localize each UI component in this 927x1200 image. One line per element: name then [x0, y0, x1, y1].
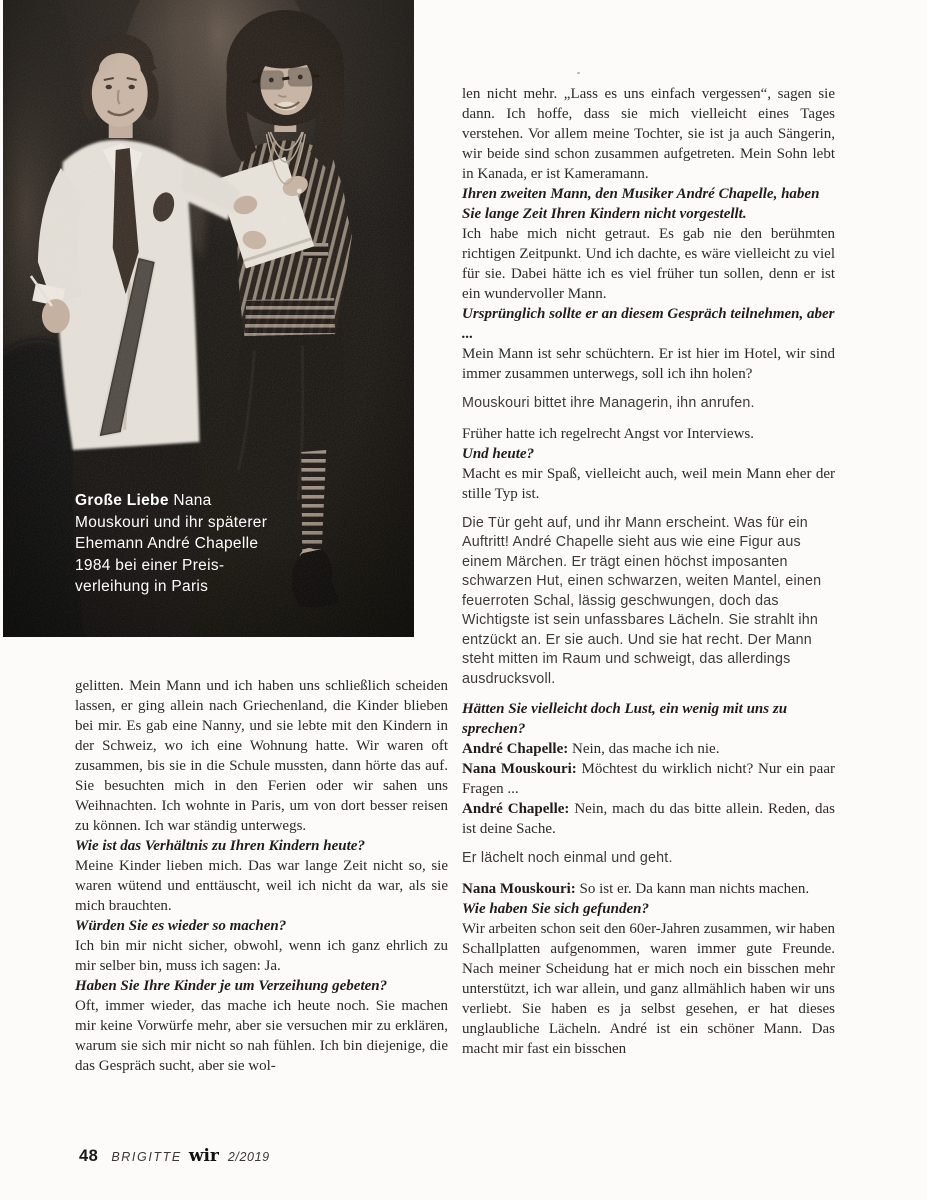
photo-nana-mouskouri-andre-chapelle: [3, 0, 414, 637]
interview-answer: Meine Kinder lieben mich. Das war lange Zeit nicht so, sie waren wütend und enttäuscht, weil ich nicht da war, als sie mich brauchten.: [75, 858, 448, 914]
dialog-line: Nana Mouskouri: Möchtest du wirklich nicht? Nur ein paar Fragen ...: [462, 761, 835, 797]
interview-question: Ursprünglich sollte er an diesem Gespräch teilnehmen, aber ...: [462, 306, 835, 342]
speaker-name: André Chapelle:: [462, 801, 570, 817]
photo-caption: [75, 490, 271, 598]
magazine-name: BRIGITTE: [111, 1150, 182, 1164]
interview-answer: Macht es mir Spaß, vielleicht auch, weil mein Mann eher der stille Typ ist.: [462, 465, 835, 502]
stage-direction: Mouskouri bittet ihre Managerin, ihn anrufen.: [462, 395, 755, 411]
interview-answer: Ich habe mich nicht getraut. Es gab nie den berühmten richtigen Zeitpunkt. Und ich dachte, es wäre vielleicht zu viel für sie. Dabei hätte ich es viel früher tun sollen, denn er ist ein wundervoller Mann.: [462, 226, 835, 302]
article-column-right: [462, 84, 835, 1059]
speaker-name: Nana Mouskouri:: [462, 880, 576, 897]
issue-number: 2/2019: [227, 1150, 270, 1164]
dialog-line: André Chapelle: Nein, das mache ich nie.: [462, 741, 720, 757]
interview-question: Haben Sie Ihre Kinder je um Verzeihung gebeten?: [75, 978, 388, 994]
article-column-left: [75, 676, 448, 1076]
speaker-name: Nana Mouskouri:: [462, 761, 577, 777]
stage-direction: Die Tür geht auf, und ihr Mann erscheint. Was für ein Auftritt! André Chapelle sieht aus wie eine Figur aus einem Märchen. Er trägt einen höchst imposanten schwarzen Hut, einen schwarzen, weiten Mantel, einen feuerroten Schal, lässig geschwungen, doch das Wichtigste ist sein unfassbares Lächeln. Sie strahlt ihn entzückt an. Er sie auch. Und sie hat recht. Der Mann steht mitten im Raum und schweigt, das allerdings ausdrucksvoll.: [462, 514, 822, 687]
interview-answer: gelitten. Mein Mann und ich haben uns schließlich scheiden lassen, er ging allein nach Griechenland, die Kinder blieben bei mir. Es gab eine Nanny, und sie lebte mit den Kindern in der Schweiz, wo ich eine Wohnung hatte. Wir waren oft zusammen, bis sie in die Schule mussten, dann hörte das auf. Sie besuchten mich in den Ferien oder wir sahen uns Weihnachten. Ich wohnte in Paris, um von dort besser reisen zu können. Ich war ständig unterwegs.: [75, 678, 448, 834]
stage-direction: Er lächelt noch einmal und geht.: [462, 850, 673, 866]
scan-speck: [577, 72, 580, 74]
interview-answer: Ich bin mir nicht sicher, obwohl, wenn ich ganz ehrlich zu mir selber bin, muss ich sagen: Ja.: [75, 938, 448, 974]
page-footer: [79, 1146, 270, 1166]
speaker-name: André Chapelle:: [462, 741, 569, 757]
dialog-line: André Chapelle: Nein, mach du das bitte allein. Reden, das ist deine Sache.: [462, 801, 835, 837]
photo-caption-lead: Große Liebe: [75, 492, 169, 509]
interview-answer: Oft, immer wieder, das mache ich heute noch. Sie machen mir keine Vorwürfe mehr, aber sie versuchen mir zu erklären, warum sie sich mir nicht so nah fühlen. Ich bin diejenige, die das Gespräch sucht, aber sie wol-: [75, 998, 448, 1074]
page-number: 48: [79, 1147, 99, 1165]
interview-answer: Mein Mann ist sehr schüchtern. Er ist hier im Hotel, wir sind immer zusammen unterwegs, soll ich ihn holen?: [462, 346, 835, 382]
dialog-line: Nana Mouskouri: So ist er. Da kann man nichts machen.: [462, 880, 810, 897]
photo-caption-text: Nana Mouskouri und ihr späterer Ehemann André Chapelle 1984 bei einer Preis-verleihung in Paris: [75, 492, 268, 595]
interview-question: Und heute?: [462, 445, 535, 462]
interview-question: Wie haben Sie sich gefunden?: [462, 900, 649, 917]
magazine-name-bold: wir: [188, 1146, 219, 1166]
interview-answer: Wir arbeiten schon seit den 60er-Jahren zusammen, wir haben Schallplatten aufgenommen, waren immer gute Freunde. Nach meiner Scheidung hat er mich noch ein bisschen mehr unterstützt, ich war allein, und ganz allmählich haben wir uns verliebt. Sie haben es ja selbst gesehen, er hat dieses unglaubliche Lächeln. André ist ein schöner Mann. Das macht mir fast ein bisschen: [462, 920, 835, 1057]
interview-answer: Früher hatte ich regelrecht Angst vor Interviews.: [462, 425, 754, 442]
interview-question: Wie ist das Verhältnis zu Ihren Kindern heute?: [75, 838, 365, 854]
interview-question: Ihren zweiten Mann, den Musiker André Chapelle, haben Sie lange Zeit Ihren Kindern nicht vorgestellt.: [462, 186, 820, 222]
interview-question: Hätten Sie vielleicht doch Lust, ein wenig mit uns zu sprechen?: [462, 701, 788, 737]
interview-question: Würden Sie es wieder so machen?: [75, 918, 287, 934]
interview-answer: len nicht mehr. „Lass es uns einfach vergessen“, sagen sie dann. Ich hoffe, dass sie mich vielleicht eines Tages verstehen. Vor allem meine Tochter, sie ist ja auch Sängerin, wir beide sind schon zusammen aufgetreten. Mein Sohn lebt in Kanada, er ist Kameramann.: [462, 86, 835, 182]
